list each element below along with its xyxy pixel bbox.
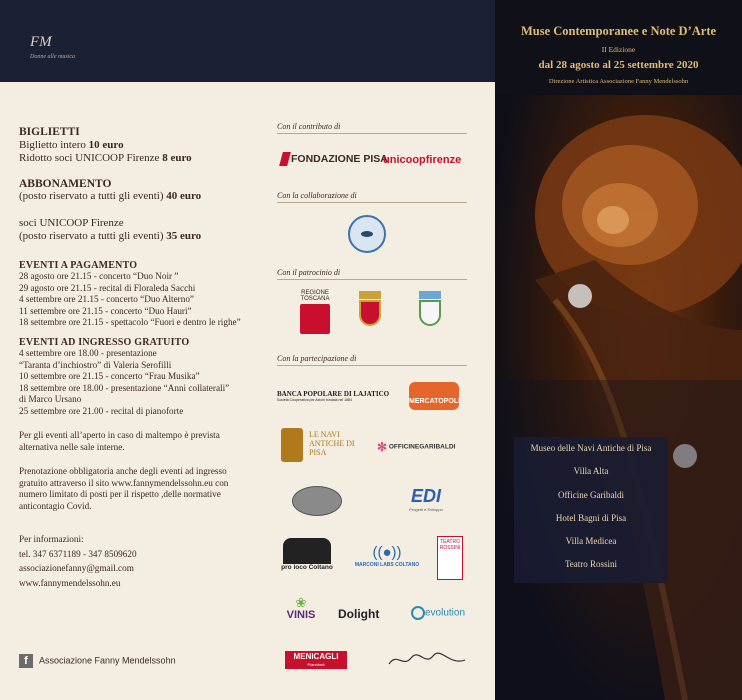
- fanny-mendelssohn-logo: [30, 34, 75, 60]
- info-title: Per informazioni:: [19, 534, 84, 544]
- evolution-logo: evolution: [411, 606, 465, 620]
- info-column: [19, 127, 269, 589]
- soci-line-1: soci UNICOOP Firenze: [19, 216, 124, 229]
- paid-event: 18 settembre ore 21.15 - spettacolo “Fuori e dentro le righe”: [19, 317, 241, 327]
- free-event: 4 settembre ore 18.00 - presentazione: [19, 348, 157, 358]
- section-patrocinio: Con il patrocinio di: [277, 268, 467, 280]
- emblem-badge-icon: [292, 486, 342, 516]
- unicoop-firenze-logo: unicoopfirenze: [383, 154, 462, 166]
- le-navi-antiche-logo: LE NAVI ANTICHE DI PISA: [281, 426, 353, 466]
- info-phone: tel. 347 6371189 - 347 8509620: [19, 548, 137, 559]
- festival-title: Muse Contemporanee e Note D’Arte: [520, 24, 717, 38]
- tickets-title: BIGLIETTI: [19, 126, 80, 138]
- venue-item: Officine Garibaldi: [557, 489, 625, 500]
- festival-dates: dal 28 agosto al 25 settembre 2020: [538, 59, 699, 71]
- venues-box: [514, 437, 668, 583]
- section-collaborazione: Con la collaborazione di: [277, 191, 467, 203]
- soci-line-2: (posto riservato a tutti gli eventi) 35 euro: [19, 230, 202, 242]
- regione-toscana-logo: REGIONE TOSCANA: [295, 290, 335, 334]
- paid-events-title: EVENTI A PAGAMENTO: [19, 259, 138, 271]
- venue-item: Museo delle Navi Antiche di Pisa: [530, 443, 652, 453]
- ticket-full: Biglietto intero 10 euro: [19, 138, 124, 151]
- info-website[interactable]: www.fannymendelssohn.eu: [19, 577, 121, 588]
- fondazione-pisa-logo: FONDAZIONE PISA: [281, 152, 388, 166]
- logo-subtitle: Donne alle musica: [30, 54, 75, 60]
- rain-note: Per gli eventi all’aperto in caso di maltempo è prevista: [19, 430, 220, 440]
- bird-emblem-icon: [348, 215, 386, 253]
- paid-event: 11 settembre ore 21.15 - concerto “Duo Hauri”: [19, 305, 192, 316]
- logo-mark: FM: [30, 34, 52, 50]
- paid-event: 4 settembre ore 21.15 - concerto “Duo Alterno”: [19, 294, 195, 304]
- festival-edition: II Edizione: [601, 45, 636, 54]
- ticket-reduced: Ridotto soci UNICOOP Firenze 8 euro: [19, 152, 192, 164]
- officine-garibaldi-logo: ✻ OFFICINEGARIBALDI: [377, 440, 456, 454]
- menicagli-pianoforti-logo: MENICAGLI Pianoforti: [285, 651, 347, 669]
- festival-direction: Direzione Artistica Associazione Fanny Mendelssohn: [548, 78, 689, 85]
- free-event: “Taranta d’inchiostro” di Valeria Serofilli: [19, 359, 172, 370]
- paid-event: 29 agosto ore 21.15 - recital di Floraleda Sacchi: [19, 282, 196, 293]
- coat-of-arms-icon: [357, 291, 383, 327]
- pro-loco-coltano-logo: pro loco Coltano: [279, 538, 335, 571]
- facebook-icon: f: [19, 654, 33, 668]
- booking-note: anticontagio Covid.: [19, 500, 92, 511]
- edi-logo: EDI Progetti e Sviluppo: [409, 486, 443, 512]
- teatro-rossini-logo: TEATRO ROSSINI: [437, 536, 463, 580]
- subscription-title: ABBONAMENTO: [19, 177, 112, 190]
- facebook-link[interactable]: [19, 654, 176, 668]
- free-event: 18 settembre ore 18.00 - presentazione “Anni collaterali”: [19, 382, 230, 393]
- festival-header: [495, 24, 742, 85]
- subscription-line: (posto riservato a tutti gli eventi) 40 euro: [19, 190, 202, 202]
- facebook-label: Associazione Fanny Mendelssohn: [39, 655, 176, 666]
- mercatopoli-logo: MERCATOPOLI: [409, 382, 459, 410]
- booking-note: gratuito attraverso il sito www.fannymendelssohn.eu con: [19, 477, 229, 488]
- section-partecipazione: Con la partecipazione di: [277, 354, 467, 366]
- vinis-logo: ❀ VINIS: [286, 595, 316, 621]
- venue-item: Teatro Rossini: [564, 559, 618, 570]
- top-bar: [0, 0, 495, 82]
- section-contributo: Con il contributo di: [277, 122, 467, 134]
- dolight-logo: Dolight: [338, 607, 380, 621]
- signature-logo: [387, 650, 467, 670]
- rain-note: alternativa nelle sale interne.: [19, 441, 125, 452]
- free-events-title: EVENTI AD INGRESSO GRATUITO: [19, 336, 190, 348]
- venue-item: Hotel Bagni di Pisa: [555, 512, 627, 523]
- venue-item: Villa Medicea: [565, 536, 617, 547]
- marconi-labs-logo: ((●)) MARCONI LABS COLTANO: [349, 544, 425, 568]
- booking-note: Prenotazione obbligatoria anche degli eventi ad ingresso: [19, 466, 227, 476]
- free-event: 10 settembre ore 21.15 - concerto “Frau Musika”: [19, 371, 200, 381]
- paid-event: 28 agosto ore 21.15 - concerto “Duo Noir ”: [19, 271, 179, 281]
- right-panel: [495, 0, 742, 700]
- venue-item: Villa Alta: [573, 466, 609, 477]
- free-event: 25 settembre ore 21.00 - recital di pianoforte: [19, 405, 184, 416]
- booking-note: numero limitato di posti per il rispetto ,delle normative: [19, 489, 221, 499]
- coat-of-arms-icon: [417, 291, 443, 327]
- info-email[interactable]: associazionefanny@gmail.com: [19, 563, 134, 573]
- signal-wave-icon: ((●)): [372, 544, 402, 561]
- banca-lajatico-logo: BANCA POPOLARE DI LAJATICO Società Cooperativa per Azioni fondata nel 1884: [277, 390, 390, 402]
- free-event: di Marco Ursano: [19, 394, 82, 404]
- violin-scroll-image: [495, 0, 742, 700]
